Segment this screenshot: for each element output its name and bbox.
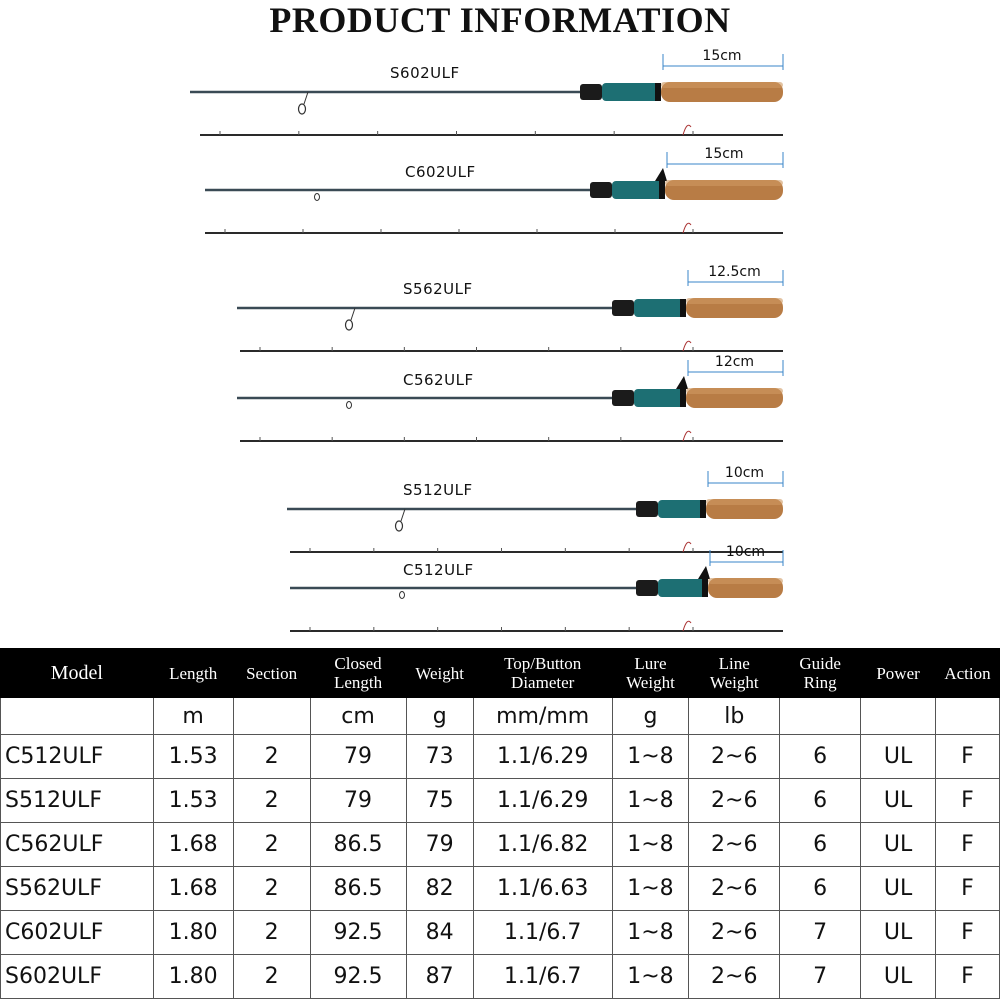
table-cell: 84 <box>406 911 473 955</box>
column-header-text: Length <box>169 663 218 683</box>
table-cell: 1.80 <box>153 955 233 999</box>
table-cell: 2 <box>233 867 310 911</box>
column-header <box>689 649 780 698</box>
column-header <box>1 649 154 698</box>
column-header-text: Diameter <box>511 673 575 692</box>
hook-keeper-icon <box>683 341 691 351</box>
table-cell: UL <box>861 867 936 911</box>
unit-cell: lb <box>689 698 780 735</box>
table-cell: 1~8 <box>612 911 689 955</box>
table-cell: 1.68 <box>153 867 233 911</box>
guide-ring-icon <box>299 104 306 114</box>
table-cell: 2~6 <box>689 823 780 867</box>
cork-highlight <box>686 388 783 394</box>
column-header <box>935 649 999 698</box>
reel-seat-nut <box>636 580 658 596</box>
table-cell: 79 <box>406 823 473 867</box>
column-header-text: Closed <box>334 654 382 673</box>
model-cell: C602ULF <box>1 911 154 955</box>
column-header <box>153 649 233 698</box>
table-cell: 1.1/6.7 <box>473 911 612 955</box>
cork-highlight <box>661 82 783 88</box>
column-header-text: Top/Button <box>504 654 582 673</box>
reel-seat-nut <box>636 501 658 517</box>
column-header-text: Lure <box>634 654 667 673</box>
guide-foot <box>304 92 308 104</box>
reel-seat <box>658 500 706 518</box>
table-cell: 2 <box>233 823 310 867</box>
column-header-text: Power <box>876 663 920 683</box>
table-cell: 2 <box>233 955 310 999</box>
table-cell: 1.1/6.63 <box>473 867 612 911</box>
table-cell: UL <box>861 955 936 999</box>
table-cell: 86.5 <box>310 823 406 867</box>
reel-seat-nut <box>590 182 612 198</box>
hook-keeper-icon <box>683 223 691 233</box>
column-header <box>310 649 406 698</box>
unit-cell: m <box>153 698 233 735</box>
table-cell: 6 <box>780 867 861 911</box>
column-header-text: Section <box>246 663 298 683</box>
table-cell: 1~8 <box>612 779 689 823</box>
column-header <box>233 649 310 698</box>
column-header-text: Length <box>333 673 383 692</box>
reel-seat <box>634 389 686 407</box>
model-cell: C512ULF <box>1 735 154 779</box>
handle-length-label: 15cm <box>702 48 742 64</box>
table-cell: 1~8 <box>612 735 689 779</box>
table-cell: 1.80 <box>153 911 233 955</box>
reel-seat-nut <box>612 300 634 316</box>
guide-foot <box>351 308 355 320</box>
table-cell: 82 <box>406 867 473 911</box>
column-header-text: Guide <box>799 654 841 673</box>
unit-cell <box>233 698 310 735</box>
table-cell: 7 <box>780 955 861 999</box>
reel-seat-ring <box>655 83 661 101</box>
guide-ring-icon <box>396 521 403 531</box>
table-cell: 1.1/6.29 <box>473 779 612 823</box>
trigger-icon <box>698 566 710 579</box>
rod-model-label: C602ULF <box>405 163 476 181</box>
table-row <box>1 735 1000 779</box>
table-cell: UL <box>861 911 936 955</box>
unit-cell: cm <box>310 698 406 735</box>
rod-model-label: S602ULF <box>390 64 460 82</box>
hook-keeper-icon <box>683 125 691 135</box>
trigger-icon <box>655 168 667 181</box>
table-cell: 1.1/6.82 <box>473 823 612 867</box>
table-cell: F <box>935 823 999 867</box>
hook-keeper-icon <box>683 542 691 552</box>
reel-seat-ring <box>700 500 706 518</box>
table-cell: 1~8 <box>612 867 689 911</box>
column-header <box>612 649 689 698</box>
model-cell: S562ULF <box>1 867 154 911</box>
table-cell: 1.1/6.29 <box>473 735 612 779</box>
table-header-row <box>1 649 1000 698</box>
table-row <box>1 779 1000 823</box>
column-header <box>406 649 473 698</box>
column-header-text: Model <box>50 661 103 684</box>
unit-cell <box>861 698 936 735</box>
handle-length-label: 10cm <box>725 544 766 560</box>
reel-seat-nut <box>580 84 602 100</box>
rod-model-label: C562ULF <box>403 371 474 389</box>
column-header-text: Weight <box>709 673 759 692</box>
table-cell: 79 <box>310 779 406 823</box>
column-header-text: Weight <box>626 673 675 692</box>
table-cell: 1.1/6.7 <box>473 955 612 999</box>
reel-seat <box>634 299 686 317</box>
rod-model-label: C512ULF <box>403 561 474 579</box>
unit-cell: g <box>612 698 689 735</box>
model-cell: S602ULF <box>1 955 154 999</box>
handle-length-label: 12cm <box>714 354 755 370</box>
cork-highlight <box>665 180 783 186</box>
unit-cell: g <box>406 698 473 735</box>
reel-seat <box>658 579 708 597</box>
rod-model-label: S512ULF <box>403 481 473 499</box>
hook-keeper-icon <box>683 431 691 441</box>
table-cell: 1~8 <box>612 955 689 999</box>
column-header-text: Weight <box>415 663 465 683</box>
table-cell: 2 <box>233 735 310 779</box>
model-cell: C562ULF <box>1 823 154 867</box>
table-cell: 2~6 <box>689 955 780 999</box>
table-cell: 1.68 <box>153 823 233 867</box>
reel-seat-ring <box>702 579 708 597</box>
table-cell: 86.5 <box>310 867 406 911</box>
table-cell: 6 <box>780 823 861 867</box>
table-cell: UL <box>861 823 936 867</box>
column-header <box>861 649 936 698</box>
table-cell: UL <box>861 779 936 823</box>
column-header-text: Ring <box>803 673 837 692</box>
unit-cell <box>780 698 861 735</box>
table-cell: 1~8 <box>612 823 689 867</box>
cork-highlight <box>686 298 783 304</box>
hook-keeper-icon <box>683 621 691 631</box>
reel-seat-nut <box>612 390 634 406</box>
table-cell: F <box>935 867 999 911</box>
guide-ring-icon <box>346 320 353 330</box>
reel-seat <box>612 181 665 199</box>
reel-seat-ring <box>680 299 686 317</box>
table-cell: 2~6 <box>689 735 780 779</box>
table-row <box>1 823 1000 867</box>
table-cell: 92.5 <box>310 911 406 955</box>
table-cell: 75 <box>406 779 473 823</box>
guide-ring-icon <box>347 402 352 409</box>
rod-diagram <box>0 40 1000 640</box>
handle-length-label: 10cm <box>724 465 765 481</box>
table-row <box>1 911 1000 955</box>
table-cell: 7 <box>780 911 861 955</box>
column-header <box>780 649 861 698</box>
table-cell: 2~6 <box>689 779 780 823</box>
table-cell: 87 <box>406 955 473 999</box>
table-cell: F <box>935 955 999 999</box>
column-header-text: Line <box>718 654 750 673</box>
table-cell: 6 <box>780 779 861 823</box>
handle-length-label: 12.5cm <box>708 264 761 280</box>
reel-seat-ring <box>680 389 686 407</box>
table-cell: 2 <box>233 779 310 823</box>
table-cell: 2 <box>233 911 310 955</box>
column-header <box>473 649 612 698</box>
table-cell: 79 <box>310 735 406 779</box>
guide-foot <box>401 509 405 521</box>
unit-cell <box>1 698 154 735</box>
table-cell: F <box>935 779 999 823</box>
trigger-icon <box>676 376 688 389</box>
units-row <box>1 698 1000 735</box>
table-row <box>1 955 1000 999</box>
table-cell: 2~6 <box>689 867 780 911</box>
table-cell: 1.53 <box>153 735 233 779</box>
handle-length-label: 15cm <box>704 146 744 162</box>
unit-cell <box>935 698 999 735</box>
table-cell: 73 <box>406 735 473 779</box>
table-cell: UL <box>861 735 936 779</box>
model-cell: S512ULF <box>1 779 154 823</box>
table-cell: F <box>935 911 999 955</box>
reel-seat <box>602 83 661 101</box>
table-cell: 6 <box>780 735 861 779</box>
column-header-text: Action <box>944 663 991 683</box>
unit-cell: mm/mm <box>473 698 612 735</box>
cork-highlight <box>706 499 783 505</box>
table-cell: 1.53 <box>153 779 233 823</box>
spec-table <box>0 648 1000 999</box>
cork-highlight <box>708 578 783 584</box>
reel-seat-ring <box>659 181 665 199</box>
rod-model-label: S562ULF <box>403 280 473 298</box>
page-title: PRODUCT INFORMATION <box>269 0 731 40</box>
table-row <box>1 867 1000 911</box>
table-cell: F <box>935 735 999 779</box>
table-cell: 2~6 <box>689 911 780 955</box>
guide-ring-icon <box>315 194 320 201</box>
guide-ring-icon <box>400 592 405 599</box>
table-cell: 92.5 <box>310 955 406 999</box>
